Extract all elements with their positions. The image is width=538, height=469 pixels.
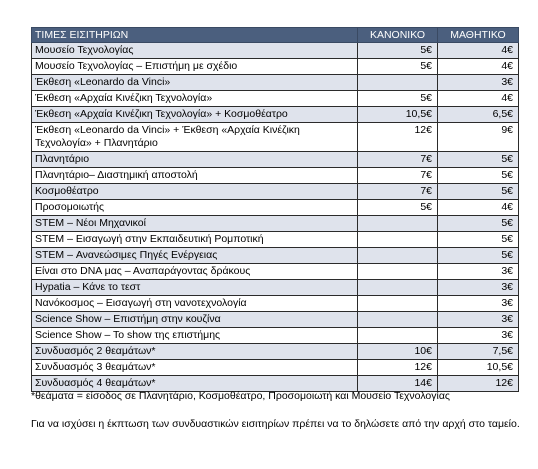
ticket-name-cell: Έκθεση «Αρχαία Κινέζικη Τεχνολογία» + Κοσμοθέατρο (32, 107, 358, 123)
student-price-cell: 3€ (438, 75, 519, 91)
ticket-name-cell: STEM – Ανανεώσιμες Πηγές Ενέργειας (32, 248, 358, 264)
table-row (32, 296, 519, 312)
ticket-name-cell: Μουσείο Τεχνολογίας – Επιστήμη με σχέδιο (32, 59, 358, 75)
ticket-name-cell: Συνδυασμός 4 θεαμάτων* (32, 376, 358, 392)
ticket-name-cell: Είναι στο DNA μας – Αναπαράγοντας δράκους (32, 264, 358, 280)
table-row (32, 91, 519, 107)
table-row (32, 344, 519, 360)
student-price-cell: 3€ (438, 328, 519, 344)
table-header-row (32, 28, 519, 43)
regular-price-cell (358, 328, 438, 344)
student-price-cell: 10,5€ (438, 360, 519, 376)
ticket-name-cell: Science Show – Επιστήμη στην κουζίνα (32, 312, 358, 328)
student-price-cell: 6,5€ (438, 107, 519, 123)
ticket-name-cell: STEM – Εισαγωγή στην Εκπαιδευτική Ρομποτική (32, 232, 358, 248)
table-row (32, 264, 519, 280)
regular-price-cell: 7€ (358, 168, 438, 184)
regular-price-cell (358, 248, 438, 264)
column-header-ticket: ΤΙΜΕΣ ΕΙΣΙΤΗΡΙΩΝ (32, 28, 358, 43)
regular-price-cell (358, 75, 438, 91)
regular-price-cell (358, 280, 438, 296)
table-row (32, 107, 519, 123)
regular-price-cell: 5€ (358, 200, 438, 216)
regular-price-cell: 5€ (358, 91, 438, 107)
student-price-cell: 7,5€ (438, 344, 519, 360)
table-row (32, 75, 519, 91)
ticket-name-cell: Πλανητάριο (32, 152, 358, 168)
ticket-name-cell: Νανόκοσμος – Εισαγωγή στη νανοτεχνολογία (32, 296, 358, 312)
table-row (32, 280, 519, 296)
student-price-cell: 4€ (438, 200, 519, 216)
table-body (32, 43, 519, 392)
regular-price-cell (358, 232, 438, 248)
student-price-cell: 3€ (438, 296, 519, 312)
table-row (32, 248, 519, 264)
regular-price-cell (358, 264, 438, 280)
regular-price-cell: 5€ (358, 59, 438, 75)
combo-discount-note: Για να ισχύσει η έκπτωση των συνδυαστικών εισιτηρίων πρέπει να το δηλώσετε από την αρχή στο ταμείο. (31, 418, 520, 430)
table-row (32, 184, 519, 200)
ticket-name-cell: Science Show – To show της επιστήμης (32, 328, 358, 344)
student-price-cell: 3€ (438, 264, 519, 280)
notes-section (31, 389, 531, 431)
regular-price-cell: 14€ (358, 376, 438, 392)
student-price-cell: 4€ (438, 43, 519, 59)
column-header-regular: ΚΑΝΟΝΙΚΟ (358, 28, 438, 43)
regular-price-cell: 7€ (358, 184, 438, 200)
ticket-name-cell: Έκθεση «Leonardo da Vinci» + Έκθεση «Αρχαία Κινέζικη Τεχνολογία» + Πλανητάριο (32, 123, 358, 152)
student-price-cell: 3€ (438, 280, 519, 296)
regular-price-cell: 10€ (358, 344, 438, 360)
regular-price-cell: 7€ (358, 152, 438, 168)
student-price-cell: 5€ (438, 152, 519, 168)
table-row (32, 360, 519, 376)
table-row (32, 216, 519, 232)
student-price-cell: 5€ (438, 232, 519, 248)
student-price-cell: 3€ (438, 312, 519, 328)
ticket-name-cell: STEM – Νέοι Μηχανικοί (32, 216, 358, 232)
regular-price-cell: 12€ (358, 123, 438, 152)
ticket-name-cell: Πλανητάριο– Διαστημική αποστολή (32, 168, 358, 184)
table-row (32, 232, 519, 248)
ticket-name-cell: Έκθεση «Αρχαία Κινέζικη Τεχνολογία» (32, 91, 358, 107)
student-price-cell: 5€ (438, 248, 519, 264)
student-price-cell: 5€ (438, 168, 519, 184)
regular-price-cell: 10,5€ (358, 107, 438, 123)
student-price-cell: 5€ (438, 184, 519, 200)
table-row (32, 328, 519, 344)
table-row (32, 168, 519, 184)
ticket-name-cell: Hypatia – Κάνε το τεστ (32, 280, 358, 296)
ticket-name-cell: Έκθεση «Leonardo da Vinci» (32, 75, 358, 91)
footnote-text: *θεάματα = είσοδος σε Πλανητάριο, Κοσμοθέατρο, Προσομοιωτή και Μουσείο Τεχνολογίας (31, 390, 450, 402)
student-price-cell: 5€ (438, 216, 519, 232)
regular-price-cell (358, 216, 438, 232)
student-price-cell: 4€ (438, 91, 519, 107)
student-price-cell: 4€ (438, 59, 519, 75)
student-price-cell: 12€ (438, 376, 519, 392)
column-header-student: ΜΑΘΗΤΙΚΟ (438, 28, 519, 43)
regular-price-cell (358, 312, 438, 328)
ticket-name-cell: Μουσείο Τεχνολογίας (32, 43, 358, 59)
table-row (32, 59, 519, 75)
ticket-price-table-container (31, 27, 518, 392)
ticket-name-cell: Κοσμοθέατρο (32, 184, 358, 200)
regular-price-cell: 12€ (358, 360, 438, 376)
ticket-name-cell: Συνδυασμός 2 θεαμάτων* (32, 344, 358, 360)
table-row (32, 43, 519, 59)
ticket-name-cell: Συνδυασμός 3 θεαμάτων* (32, 360, 358, 376)
regular-price-cell: 5€ (358, 43, 438, 59)
table-row (32, 123, 519, 152)
table-row (32, 200, 519, 216)
table-row (32, 152, 519, 168)
table-row (32, 312, 519, 328)
ticket-price-table (31, 27, 519, 392)
ticket-name-cell: Προσομοιωτής (32, 200, 358, 216)
student-price-cell: 9€ (438, 123, 519, 152)
regular-price-cell (358, 296, 438, 312)
